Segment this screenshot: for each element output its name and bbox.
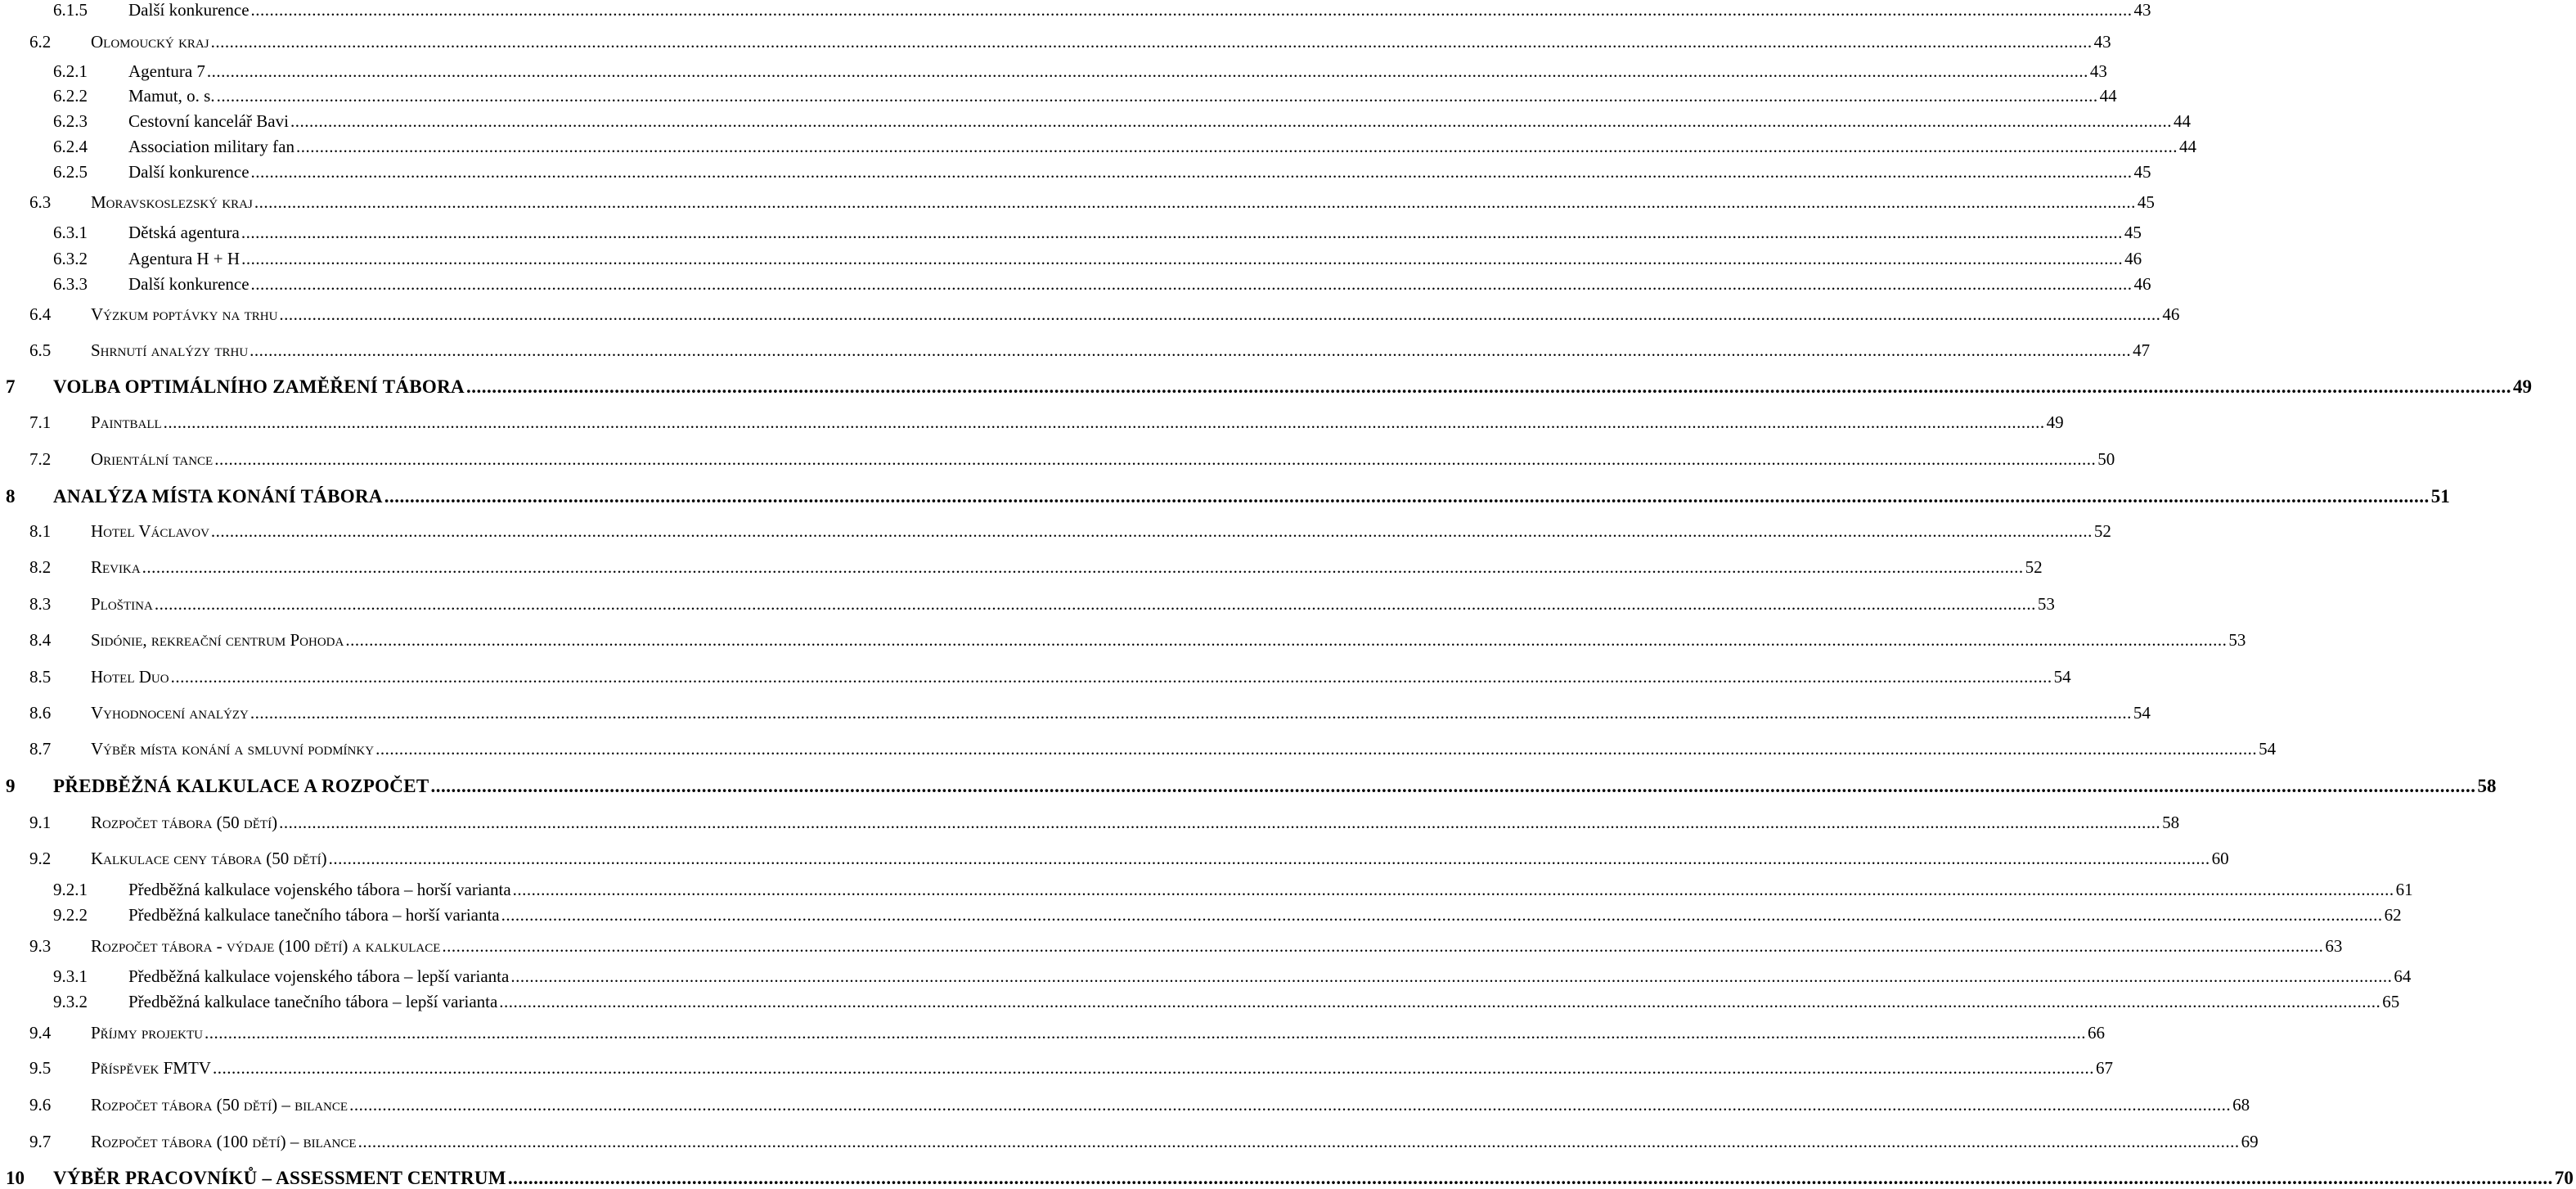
toc-entry-title: Agentura H + H xyxy=(128,249,241,268)
toc-entry-title: Kalkulace ceny tábora (50 dětí) xyxy=(91,849,327,868)
toc-entry-title: Olomoucký kraj xyxy=(91,32,209,52)
toc-entry-number: 8.3 xyxy=(29,594,52,614)
toc-entry[interactable] xyxy=(0,630,2246,650)
toc-entry-number: 9.7 xyxy=(29,1132,52,1151)
toc-entry-title: Dětská agentura xyxy=(128,223,240,242)
toc-entry-page: 51 xyxy=(2430,486,2450,507)
toc-entry[interactable] xyxy=(0,557,2043,577)
toc-entry-title: Revika xyxy=(91,557,141,577)
toc-leader-dots: ................................................................................................................................................................................................................................................................................................................................................................................................................ xyxy=(465,376,2511,397)
toc-entry[interactable] xyxy=(0,249,2142,268)
toc-entry[interactable] xyxy=(0,1058,2113,1078)
toc-entry-title: Další konkurence xyxy=(128,274,250,294)
toc-entry-number: 8.1 xyxy=(29,521,52,541)
toc-entry-title: Paintball xyxy=(91,412,162,432)
toc-entry-title: ANALÝZA MÍSTA KONÁNÍ TÁBORA xyxy=(53,486,383,507)
toc-entry-number: 9.2.1 xyxy=(53,880,88,899)
toc-entry[interactable] xyxy=(0,1168,2574,1188)
toc-entry-number: 10 xyxy=(6,1168,25,1188)
toc-leader-dots: ................................................................................................................................................................................................................................................................................................................................................................................................................ xyxy=(250,703,2132,723)
toc-entry-page: 65 xyxy=(2382,992,2400,1011)
toc-entry-page: 69 xyxy=(2241,1132,2259,1151)
toc-entry[interactable] xyxy=(0,936,2343,956)
toc-entry-page: 43 xyxy=(2133,0,2151,20)
toc-entry[interactable] xyxy=(0,412,2064,432)
toc-entry-number: 6.3 xyxy=(29,192,52,212)
toc-leader-dots: ................................................................................................................................................................................................................................................................................................................................................................................................................ xyxy=(430,776,2476,796)
toc-entry-number: 9 xyxy=(6,776,16,796)
toc-leader-dots: ................................................................................................................................................................................................................................................................................................................................................................................................................ xyxy=(345,630,2228,650)
toc-leader-dots: ................................................................................................................................................................................................................................................................................................................................................................................................................ xyxy=(210,521,2093,541)
toc-leader-dots: ................................................................................................................................................................................................................................................................................................................................................................................................................ xyxy=(279,813,2161,832)
toc-entry[interactable] xyxy=(0,274,2151,294)
toc-entry-title: Předběžná kalkulace tanečního tábora – lepší varianta xyxy=(128,992,498,1011)
toc-entry-number: 7.2 xyxy=(29,449,52,469)
toc-entry-page: 52 xyxy=(2025,557,2043,577)
toc-entry[interactable] xyxy=(0,340,2151,360)
toc-leader-dots: ................................................................................................................................................................................................................................................................................................................................................................................................................ xyxy=(349,1095,2232,1115)
toc-entry-title: VOLBA OPTIMÁLNÍHO ZAMĚŘENÍ TÁBORA xyxy=(53,376,465,397)
toc-entry-number: 9.3.1 xyxy=(53,966,88,986)
toc-leader-dots: ................................................................................................................................................................................................................................................................................................................................................................................................................ xyxy=(279,304,2161,324)
toc-entry-title: Výběr místa konání a smluvní podmínky xyxy=(91,739,375,759)
toc-entry-number: 6.3.1 xyxy=(53,223,88,242)
toc-leader-dots: ................................................................................................................................................................................................................................................................................................................................................................................................................ xyxy=(250,340,2132,360)
toc-entry-number: 6.2.3 xyxy=(53,111,88,131)
toc-leader-dots: ................................................................................................................................................................................................................................................................................................................................................................................................................ xyxy=(254,192,2136,212)
toc-entry-title: Další konkurence xyxy=(128,0,250,20)
toc-entry-number: 9.3.2 xyxy=(53,992,88,1011)
toc-entry-page: 60 xyxy=(2211,849,2229,868)
toc-entry[interactable] xyxy=(0,0,2151,20)
toc-leader-dots: ................................................................................................................................................................................................................................................................................................................................................................................................................ xyxy=(295,137,2178,156)
toc-entry-page: 62 xyxy=(2384,905,2402,925)
toc-entry-title: Shrnutí analýzy trhu xyxy=(91,340,249,360)
toc-entry-title: Association military fan xyxy=(128,137,294,156)
toc-entry-page: 44 xyxy=(2099,86,2117,106)
toc-leader-dots: ................................................................................................................................................................................................................................................................................................................................................................................................................ xyxy=(206,61,2088,81)
toc-leader-dots: ................................................................................................................................................................................................................................................................................................................................................................................................................ xyxy=(375,739,2258,759)
toc-entry[interactable] xyxy=(0,304,2180,324)
toc-entry[interactable] xyxy=(0,1095,2250,1115)
toc-leader-dots: ................................................................................................................................................................................................................................................................................................................................................................................................................ xyxy=(214,449,2097,469)
toc-entry-title: Mamut, o. s. xyxy=(128,86,215,106)
toc-entry-title: Předběžná kalkulace vojenského tábora – horší varianta xyxy=(128,880,511,899)
toc-entry-title: Další konkurence xyxy=(128,162,250,182)
toc-entry-page: 54 xyxy=(2259,739,2277,759)
toc-leader-dots: ................................................................................................................................................................................................................................................................................................................................................................................................................ xyxy=(250,274,2133,294)
toc-entry[interactable] xyxy=(0,111,2191,131)
toc-entry[interactable] xyxy=(0,162,2151,182)
toc-leader-dots: ................................................................................................................................................................................................................................................................................................................................................................................................................ xyxy=(499,992,2381,1011)
toc-entry-page: 70 xyxy=(2554,1168,2574,1188)
toc-entry-number: 9.3 xyxy=(29,936,52,956)
toc-entry-page: 46 xyxy=(2124,249,2142,268)
toc-entry-number: 9.2.2 xyxy=(53,905,88,925)
toc-entry-page: 67 xyxy=(2095,1058,2113,1078)
toc-entry-number: 8.5 xyxy=(29,667,52,687)
toc-entry-title: Moravskoslezský kraj xyxy=(91,192,253,212)
toc-entry-title: VÝBĚR PRACOVNÍKŮ – ASSESSMENT CENTRUM xyxy=(53,1168,506,1188)
toc-entry-title: Cestovní kancelář Bavi xyxy=(128,111,289,131)
toc-entry-number: 6.2.4 xyxy=(53,137,88,156)
toc-entry-page: 63 xyxy=(2325,936,2343,956)
toc-leader-dots: ................................................................................................................................................................................................................................................................................................................................................................................................................ xyxy=(163,412,2045,432)
toc-entry-number: 7 xyxy=(6,376,16,397)
toc-entry-number: 6.5 xyxy=(29,340,52,360)
toc-entry[interactable] xyxy=(0,376,2532,397)
toc-entry-page: 45 xyxy=(2137,192,2155,212)
toc-entry[interactable] xyxy=(0,905,2402,925)
toc-entry[interactable] xyxy=(0,32,2111,52)
toc-entry-page: 61 xyxy=(2395,880,2413,899)
toc-entry-page: 54 xyxy=(2053,667,2071,687)
toc-entry-number: 8 xyxy=(6,486,16,507)
toc-entry-page: 50 xyxy=(2097,449,2115,469)
toc-entry-page: 45 xyxy=(2124,223,2142,242)
toc-leader-dots: ................................................................................................................................................................................................................................................................................................................................................................................................................ xyxy=(241,249,2124,268)
toc-entry-page: 44 xyxy=(2178,137,2196,156)
toc-entry[interactable] xyxy=(0,1132,2259,1151)
toc-entry-number: 8.4 xyxy=(29,630,52,650)
toc-leader-dots: ................................................................................................................................................................................................................................................................................................................................................................................................................ xyxy=(357,1132,2240,1151)
toc-leader-dots: ................................................................................................................................................................................................................................................................................................................................................................................................................ xyxy=(154,594,2036,614)
toc-entry-number: 8.7 xyxy=(29,739,52,759)
toc-entry[interactable] xyxy=(0,192,2155,212)
toc-entry-title: Rozpočet tábora (50 dětí) – bilance xyxy=(91,1095,348,1115)
toc-leader-dots: ................................................................................................................................................................................................................................................................................................................................................................................................................ xyxy=(210,32,2093,52)
toc-entry-title: Hotel Václavov xyxy=(91,521,209,541)
toc-entry-number: 6.2 xyxy=(29,32,52,52)
toc-entry[interactable] xyxy=(0,86,2117,106)
toc-entry-number: 9.6 xyxy=(29,1095,52,1115)
toc-entry-page: 66 xyxy=(2087,1023,2105,1043)
toc-entry-title: Rozpočet tábora (100 dětí) – bilance xyxy=(91,1132,357,1151)
toc-entry-number: 6.2.2 xyxy=(53,86,88,106)
toc-entry-number: 9.1 xyxy=(29,813,52,832)
toc-leader-dots: ................................................................................................................................................................................................................................................................................................................................................................................................................ xyxy=(384,486,2430,507)
toc-entry-title: Rozpočet tábora (50 dětí) xyxy=(91,813,278,832)
toc-entry-page: 53 xyxy=(2037,594,2055,614)
toc-entry-page: 44 xyxy=(2173,111,2191,131)
toc-leader-dots: ................................................................................................................................................................................................................................................................................................................................................................................................................ xyxy=(142,557,2024,577)
toc-entry-number: 6.3.2 xyxy=(53,249,88,268)
toc-entry-number: 6.4 xyxy=(29,304,52,324)
toc-entry-title: Orientální tance xyxy=(91,449,214,469)
toc-entry-title: Ploština xyxy=(91,594,153,614)
toc-entry-title: Rozpočet tábora - výdaje (100 dětí) a kalkulace xyxy=(91,936,441,956)
toc-leader-dots: ................................................................................................................................................................................................................................................................................................................................................................................................................ xyxy=(507,1168,2553,1188)
toc-leader-dots: ................................................................................................................................................................................................................................................................................................................................................................................................................ xyxy=(204,1023,2086,1043)
toc-entry[interactable] xyxy=(0,61,2107,81)
toc-entry-page: 68 xyxy=(2232,1095,2250,1115)
toc-entry[interactable] xyxy=(0,594,2055,614)
toc-leader-dots: ................................................................................................................................................................................................................................................................................................................................................................................................................ xyxy=(216,86,2098,106)
toc-entry-title: Sidónie, rekreační centrum Pohoda xyxy=(91,630,344,650)
toc-entry[interactable] xyxy=(0,137,2196,156)
toc-entry-page: 53 xyxy=(2228,630,2246,650)
toc-leader-dots: ................................................................................................................................................................................................................................................................................................................................................................................................................ xyxy=(442,936,2324,956)
toc-entry-number: 8.2 xyxy=(29,557,52,577)
toc-entry-number: 7.1 xyxy=(29,412,52,432)
toc-entry[interactable] xyxy=(0,992,2400,1011)
toc-entry[interactable] xyxy=(0,521,2111,541)
toc-entry-title: Předběžná kalkulace vojenského tábora – lepší varianta xyxy=(128,966,510,986)
toc-entry[interactable] xyxy=(0,449,2115,469)
toc-entry[interactable] xyxy=(0,1023,2105,1043)
toc-leader-dots: ................................................................................................................................................................................................................................................................................................................................................................................................................ xyxy=(212,1058,2094,1078)
toc-entry-title: Agentura 7 xyxy=(128,61,205,81)
toc-entry-page: 47 xyxy=(2133,340,2151,360)
toc-entry-page: 43 xyxy=(2089,61,2107,81)
toc-entry-title: Hotel Duo xyxy=(91,667,169,687)
toc-entry-number: 9.5 xyxy=(29,1058,52,1078)
toc-entry[interactable] xyxy=(0,849,2229,868)
toc-entry-title: Předběžná kalkulace tanečního tábora – horší varianta xyxy=(128,905,500,925)
toc-entry-page: 46 xyxy=(2133,274,2151,294)
toc-entry-number: 6.2.1 xyxy=(53,61,88,81)
toc-entry-page: 64 xyxy=(2394,966,2412,986)
toc-entry-title: PŘEDBĚŽNÁ KALKULACE A ROZPOČET xyxy=(53,776,429,796)
toc-entry-title: Příspěvek FMTV xyxy=(91,1058,211,1078)
toc-entry-page: 43 xyxy=(2093,32,2111,52)
toc-entry-page: 52 xyxy=(2093,521,2111,541)
toc-leader-dots: ................................................................................................................................................................................................................................................................................................................................................................................................................ xyxy=(290,111,2172,131)
toc-entry[interactable] xyxy=(0,813,2180,832)
toc-entry-page: 45 xyxy=(2133,162,2151,182)
toc-entry[interactable] xyxy=(0,703,2151,723)
toc-entry-number: 8.6 xyxy=(29,703,52,723)
toc-entry[interactable] xyxy=(0,486,2450,507)
toc-leader-dots: ................................................................................................................................................................................................................................................................................................................................................................................................................ xyxy=(512,880,2394,899)
toc-entry-page: 58 xyxy=(2162,813,2180,832)
toc-entry-number: 9.4 xyxy=(29,1023,52,1043)
toc-entry[interactable] xyxy=(0,966,2412,986)
toc-leader-dots: ................................................................................................................................................................................................................................................................................................................................................................................................................ xyxy=(501,905,2383,925)
toc-leader-dots: ................................................................................................................................................................................................................................................................................................................................................................................................................ xyxy=(250,0,2133,20)
toc-leader-dots: ................................................................................................................................................................................................................................................................................................................................................................................................................ xyxy=(241,223,2123,242)
toc-entry[interactable] xyxy=(0,776,2497,796)
toc-entry[interactable] xyxy=(0,223,2142,242)
toc-entry[interactable] xyxy=(0,880,2413,899)
toc-entry-page: 46 xyxy=(2162,304,2180,324)
toc-entry-page: 49 xyxy=(2046,412,2064,432)
toc-entry-page: 49 xyxy=(2512,376,2532,397)
toc-entry-title: Vyhodnocení analýzy xyxy=(91,703,249,723)
toc-leader-dots: ................................................................................................................................................................................................................................................................................................................................................................................................................ xyxy=(328,849,2210,868)
toc-entry-number: 6.3.3 xyxy=(53,274,88,294)
toc-entry-number: 6.2.5 xyxy=(53,162,88,182)
toc-entry-page: 58 xyxy=(2477,776,2497,796)
toc-entry-title: Výzkum poptávky na trhu xyxy=(91,304,278,324)
toc-leader-dots: ................................................................................................................................................................................................................................................................................................................................................................................................................ xyxy=(510,966,2393,986)
toc-entry-number: 6.1.5 xyxy=(53,0,88,20)
toc-entry[interactable] xyxy=(0,667,2071,687)
toc-entry[interactable] xyxy=(0,739,2277,759)
toc-entry-title: Příjmy projektu xyxy=(91,1023,203,1043)
toc-leader-dots: ................................................................................................................................................................................................................................................................................................................................................................................................................ xyxy=(250,162,2133,182)
toc-entry-number: 9.2 xyxy=(29,849,52,868)
toc-leader-dots: ................................................................................................................................................................................................................................................................................................................................................................................................................ xyxy=(170,667,2052,687)
toc-entry-page: 54 xyxy=(2133,703,2151,723)
